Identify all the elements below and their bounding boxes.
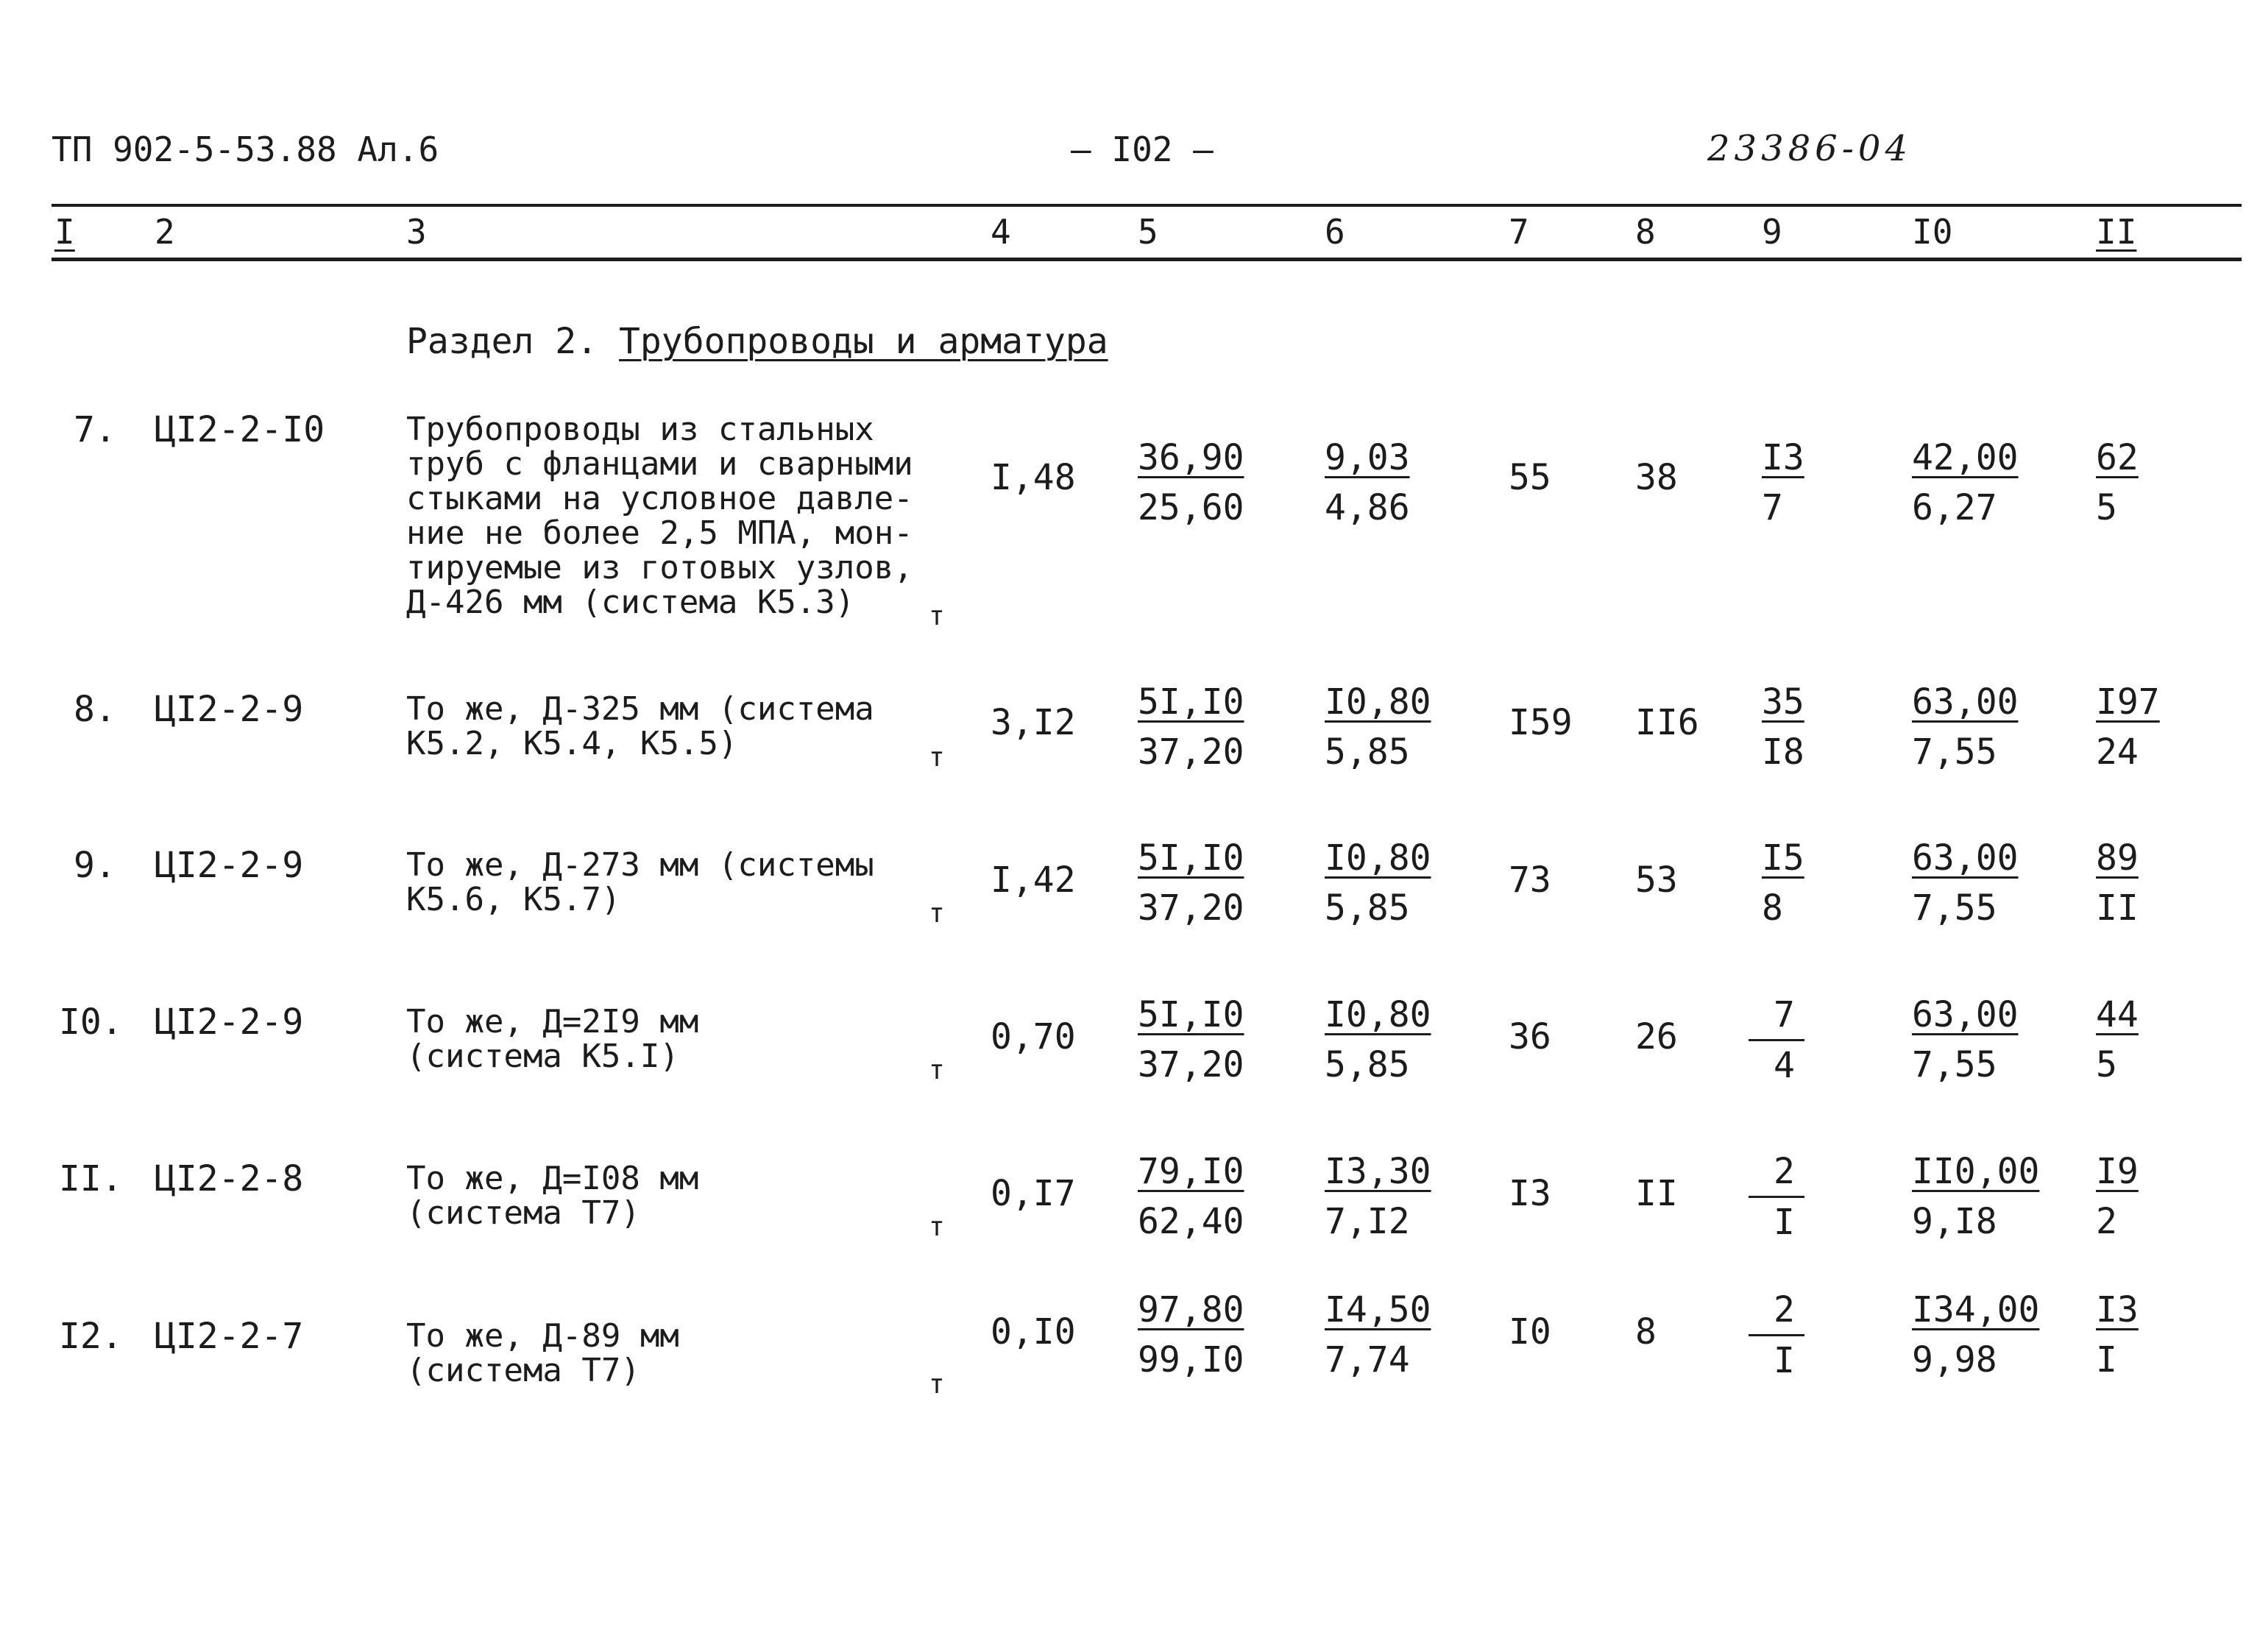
col6-fraction xyxy=(1325,994,1431,1085)
col7-value: 36 xyxy=(1509,1016,1551,1057)
col9-fraction xyxy=(1762,837,1804,929)
col11-bottom: I xyxy=(2096,1339,2117,1380)
col6-top: I4,50 xyxy=(1325,1289,1431,1330)
col10-bottom: 7,55 xyxy=(1912,1044,1997,1085)
col6-fraction xyxy=(1325,837,1431,929)
col10-top: 42,00 xyxy=(1912,437,2019,478)
col9-top: I3 xyxy=(1762,437,1804,478)
col9-fraction-bar xyxy=(1749,1334,1804,1336)
col9-bottom: 7 xyxy=(1762,487,1783,528)
row-number: 7. xyxy=(74,409,116,450)
col11-top: 62 xyxy=(2096,437,2139,478)
col10-top: I34,00 xyxy=(1912,1289,2040,1330)
col8-value: II xyxy=(1635,1173,1678,1214)
row-quantity: 0,I7 xyxy=(991,1173,1076,1214)
row-code: ЦI2-2-7 xyxy=(155,1316,304,1357)
col9-top: 7 xyxy=(1774,994,1795,1035)
row-unit: т xyxy=(929,601,945,631)
col5-bottom: 62,40 xyxy=(1138,1201,1244,1242)
row-code: ЦI2-2-8 xyxy=(155,1158,304,1199)
col5-bottom: 37,20 xyxy=(1138,1044,1244,1085)
row-code: ЦI2-2-9 xyxy=(155,1002,304,1043)
col5-fraction xyxy=(1138,437,1244,528)
row-unit: т xyxy=(929,742,945,773)
col9-fraction xyxy=(1762,681,1804,773)
col5-fraction xyxy=(1138,1289,1244,1380)
col5-bottom: 37,20 xyxy=(1138,887,1244,929)
col5-top: 36,90 xyxy=(1138,437,1244,478)
document-code: ТП 902-5-53.88 Ал.6 xyxy=(52,130,439,169)
col6-bottom: 5,85 xyxy=(1325,887,1410,929)
col9-bottom: I xyxy=(1774,1202,1795,1243)
col5-fraction xyxy=(1138,837,1244,929)
col10-fraction xyxy=(1912,681,2019,773)
col11-bottom: 24 xyxy=(2096,731,2139,773)
col10-fraction xyxy=(1912,1151,2040,1242)
col8-value: II6 xyxy=(1635,702,1699,743)
column-header-10: I0 xyxy=(1912,212,1953,252)
col9-top: 35 xyxy=(1762,681,1804,723)
col10-top: 63,00 xyxy=(1912,837,2019,879)
col10-bottom: 7,55 xyxy=(1912,887,1997,929)
row-unit: т xyxy=(929,1212,945,1242)
col5-top: 5I,I0 xyxy=(1138,681,1244,723)
column-header-5: 5 xyxy=(1138,212,1158,252)
col6-bottom: 7,74 xyxy=(1325,1339,1410,1380)
col6-bottom: 7,I2 xyxy=(1325,1201,1410,1242)
col7-value: 55 xyxy=(1509,457,1551,498)
col9-fraction xyxy=(1762,437,1804,528)
col6-fraction xyxy=(1325,437,1410,528)
column-header-1: I xyxy=(54,212,75,252)
col7-value: I3 xyxy=(1509,1173,1551,1214)
col6-bottom: 4,86 xyxy=(1325,487,1410,528)
row-unit: т xyxy=(929,1369,945,1400)
inventory-number: 23386-04 xyxy=(1707,128,1912,169)
col9-bottom: I xyxy=(1774,1340,1795,1381)
col6-top: I0,80 xyxy=(1325,994,1431,1035)
column-header-7: 7 xyxy=(1509,212,1529,252)
column-header-8: 8 xyxy=(1635,212,1656,252)
row-code: ЦI2-2-9 xyxy=(155,689,304,730)
col10-bottom: 6,27 xyxy=(1912,487,1997,528)
col9-fraction-bar xyxy=(1749,1039,1804,1041)
row-code: ЦI2-2-I0 xyxy=(155,409,325,450)
header-top-rule xyxy=(52,204,2242,207)
col8-value: 8 xyxy=(1635,1311,1657,1353)
col8-value: 53 xyxy=(1635,859,1678,901)
row-description: То же, Д-273 мм (системы К5.6, К5.7) xyxy=(406,846,874,918)
col11-top: I97 xyxy=(2096,681,2160,723)
column-header-6: 6 xyxy=(1325,212,1345,252)
col8-value: 38 xyxy=(1635,457,1678,498)
col9-fraction-bar xyxy=(1749,1196,1804,1198)
row-quantity: 0,I0 xyxy=(991,1311,1076,1353)
col6-fraction xyxy=(1325,681,1431,773)
row-unit: т xyxy=(929,1055,945,1085)
col7-value: I0 xyxy=(1509,1311,1551,1353)
col9-bottom: I8 xyxy=(1762,731,1804,773)
col7-value: I59 xyxy=(1509,702,1573,743)
col9-top: 2 xyxy=(1774,1151,1795,1192)
col6-top: 9,03 xyxy=(1325,437,1410,478)
col6-fraction xyxy=(1325,1289,1431,1380)
col11-fraction xyxy=(2096,1289,2139,1380)
row-quantity: I,42 xyxy=(991,859,1076,901)
row-description: То же, Д=I08 мм (система Т7) xyxy=(406,1160,699,1232)
header-bottom-rule xyxy=(52,258,2242,261)
row-number: II. xyxy=(59,1158,123,1199)
col11-bottom: 2 xyxy=(2096,1201,2117,1242)
col5-fraction xyxy=(1138,994,1244,1085)
col11-bottom: II xyxy=(2096,887,2139,929)
row-description: То же, Д=2I9 мм (система К5.I) xyxy=(406,1003,699,1075)
col10-bottom: 7,55 xyxy=(1912,731,1997,773)
col11-bottom: 5 xyxy=(2096,1044,2117,1085)
col6-bottom: 5,85 xyxy=(1325,1044,1410,1085)
col6-top: I3,30 xyxy=(1325,1151,1431,1192)
col5-top: 97,80 xyxy=(1138,1289,1244,1330)
section-heading xyxy=(406,321,1108,362)
row-description: То же, Д-325 мм (система К5.2, К5.4, К5.5) xyxy=(406,690,874,762)
col6-top: I0,80 xyxy=(1325,681,1431,723)
section-title: Трубопроводы и арматура xyxy=(619,321,1108,362)
col5-top: 5I,I0 xyxy=(1138,994,1244,1035)
col6-fraction xyxy=(1325,1151,1431,1242)
col6-top: I0,80 xyxy=(1325,837,1431,879)
col6-bottom: 5,85 xyxy=(1325,731,1410,773)
col8-value: 26 xyxy=(1635,1016,1678,1057)
col5-top: 79,I0 xyxy=(1138,1151,1244,1192)
col10-fraction xyxy=(1912,837,2019,929)
column-header-4: 4 xyxy=(991,212,1011,252)
col10-fraction xyxy=(1912,994,2019,1085)
col11-top: I9 xyxy=(2096,1151,2139,1192)
col5-top: 5I,I0 xyxy=(1138,837,1244,879)
row-code: ЦI2-2-9 xyxy=(155,845,304,886)
col11-bottom: 5 xyxy=(2096,487,2117,528)
col10-top: 63,00 xyxy=(1912,681,2019,723)
row-number: 8. xyxy=(74,689,116,730)
column-header-9: 9 xyxy=(1762,212,1782,252)
col11-fraction xyxy=(2096,681,2160,773)
col10-fraction xyxy=(1912,437,2019,528)
section-prefix: Раздел 2. xyxy=(406,321,598,362)
row-unit: т xyxy=(929,898,945,929)
col11-top: 89 xyxy=(2096,837,2139,879)
col11-fraction xyxy=(2096,994,2139,1085)
col10-top: 63,00 xyxy=(1912,994,2019,1035)
col10-fraction xyxy=(1912,1289,2040,1380)
col11-fraction xyxy=(2096,1151,2139,1242)
row-number: I2. xyxy=(59,1316,123,1357)
col5-bottom: 99,I0 xyxy=(1138,1339,1244,1380)
col9-bottom: 4 xyxy=(1774,1045,1795,1086)
row-quantity: 3,I2 xyxy=(991,702,1076,743)
col11-top: I3 xyxy=(2096,1289,2139,1330)
column-header-2: 2 xyxy=(155,212,175,252)
column-header-11: II xyxy=(2096,212,2137,252)
row-description: Трубопроводы из стальных труб с фланцами и сварными стыками на условное давле- ние не более 2,5 МПА, мон- тируемые из готовых узлов, Д-426 мм (система К5.3) xyxy=(406,411,913,621)
col10-bottom: 9,98 xyxy=(1912,1339,1997,1380)
col11-top: 44 xyxy=(2096,994,2139,1035)
column-header-3: 3 xyxy=(406,212,427,252)
col10-bottom: 9,I8 xyxy=(1912,1201,1997,1242)
row-number: 9. xyxy=(74,845,116,886)
col5-bottom: 25,60 xyxy=(1138,487,1244,528)
row-number: I0. xyxy=(59,1002,123,1043)
col11-fraction xyxy=(2096,437,2139,528)
row-description: То же, Д-89 мм (система Т7) xyxy=(406,1317,679,1389)
col10-top: II0,00 xyxy=(1912,1151,2040,1192)
col9-top: 2 xyxy=(1774,1289,1795,1330)
col9-top: I5 xyxy=(1762,837,1804,879)
col5-fraction xyxy=(1138,681,1244,773)
col5-fraction xyxy=(1138,1151,1244,1242)
row-quantity: I,48 xyxy=(991,457,1076,498)
col9-bottom: 8 xyxy=(1762,887,1783,929)
page-number: – I02 – xyxy=(1071,130,1214,169)
col7-value: 73 xyxy=(1509,859,1551,901)
col5-bottom: 37,20 xyxy=(1138,731,1244,773)
col11-fraction xyxy=(2096,837,2139,929)
row-quantity: 0,70 xyxy=(991,1016,1076,1057)
